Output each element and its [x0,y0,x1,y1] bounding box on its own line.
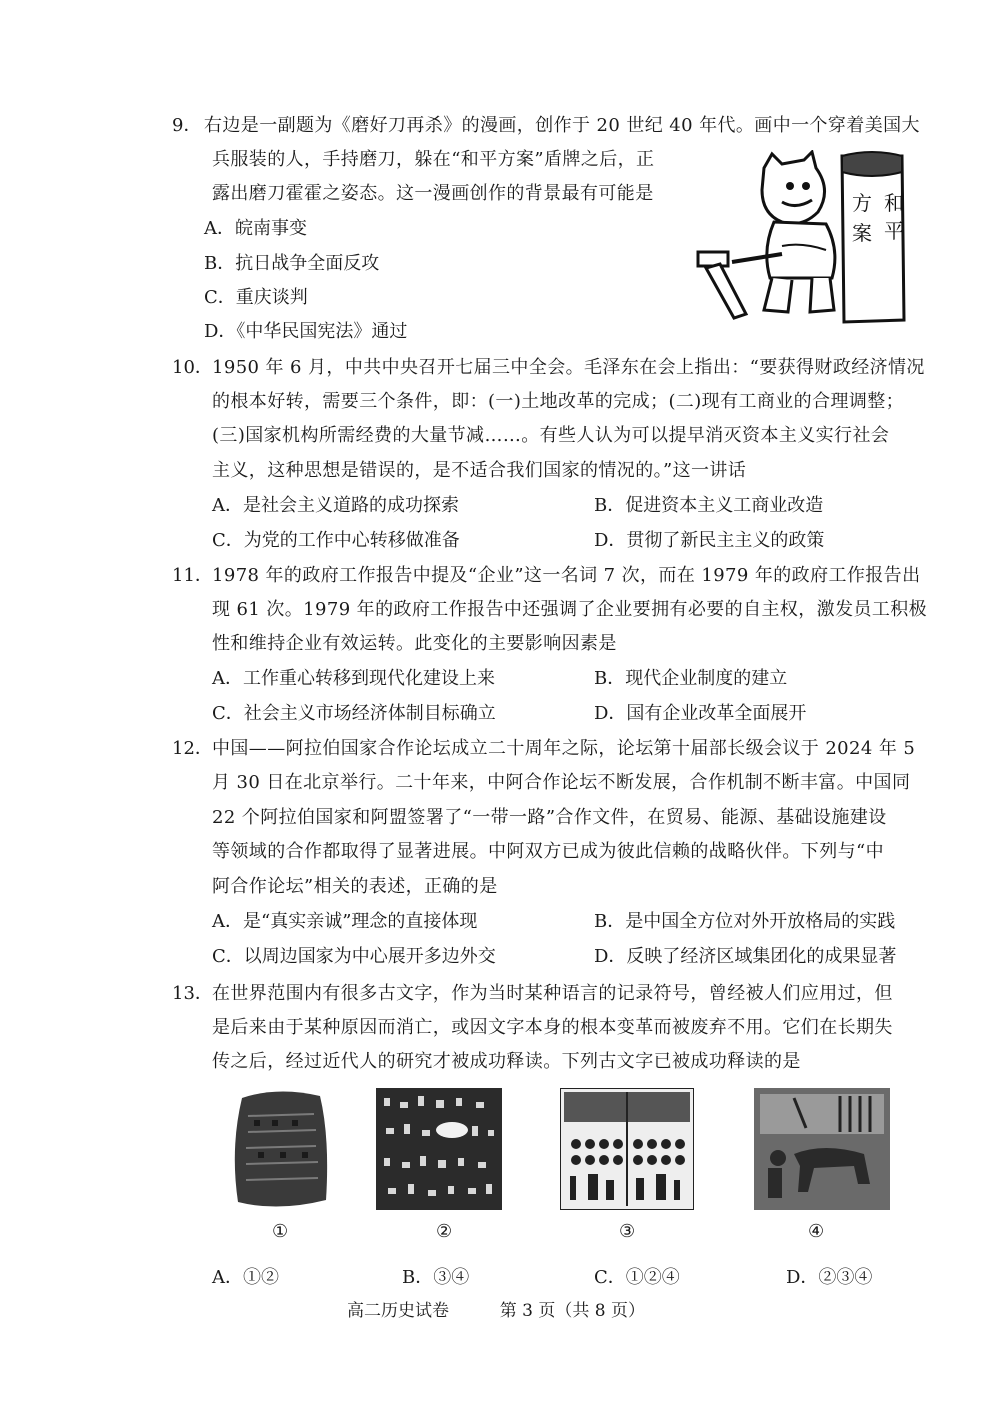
question-10-option-d: D．贯彻了新民主主义的政策 [594,530,825,551]
question-11-option-c: C．社会主义市场经济体制目标确立 [212,703,496,724]
question-9-option-c: C．重庆谈判 [204,287,308,308]
question-10-text-line-4: 主义，这种思想是错误的，是不适合我们国家的情况的。”这一讲话 [212,460,747,481]
question-9-text-line-3: 露出磨刀霍霍之姿态。这一漫画创作的背景最有可能是 [212,183,654,204]
question-10-text-line-3: (三)国家机构所需经费的大量节减……。有些人认为可以提早消灭资本主义实行社会 [212,425,890,446]
question-13-number: 13． [172,983,213,1004]
cartoon-sign-char-3: 方 [852,191,872,215]
question-13-option-a: A．①② [212,1267,279,1288]
question-10-text-line-2: 的根本好转，需要三个条件，即：(一)土地改革的完成；(二)现有工商业的合理调整； [212,391,905,412]
question-12-text-line-4: 等领域的合作都取得了显著进展。中阿双方已成为彼此信赖的战略伙伴。下列与“中 [212,841,884,862]
cartoon-sharpening-knife [692,150,914,328]
question-9-text-line-1: 右边是一副题为《磨好刀再杀》的漫画，创作于 20 世纪 40 年代。画中一个穿着美国大 [204,115,920,136]
cartoon-sign-char-4: 案 [852,221,872,245]
question-12-text-line-2: 月 30 日在北京举行。二十年来，中阿合作论坛不断发展，合作机制不断丰富。中国同 [212,772,911,793]
question-9-option-a: A．皖南事变 [204,218,307,239]
question-11-text-line-2: 现 61 次。1979 年的政府工作报告中还强调了企业要拥有必要的自主权，激发员工积极 [212,599,928,620]
question-12-text-line-5: 阿合作论坛”相关的表述，正确的是 [212,876,498,897]
question-9-option-d: D．《中华民国宪法》通过 [204,321,408,342]
ancient-script-image-1 [228,1088,332,1210]
question-10-option-b: B．促进资本主义工商业改造 [594,495,824,516]
question-13-option-b: B．③④ [402,1267,470,1288]
question-11-text-line-3: 性和维持企业有效运转。此变化的主要影响因素是 [212,633,617,654]
image-caption-2: ② [436,1221,453,1242]
question-11-option-d: D．国有企业改革全面展开 [594,703,807,724]
image-caption-4: ④ [808,1221,825,1242]
question-12-text-line-3: 22 个阿拉伯国家和阿盟签署了“一带一路”合作文件，在贸易、能源、基础设施建设 [212,807,887,828]
question-9-option-b: B．抗日战争全面反攻 [204,253,380,274]
question-13-option-c: C．①②④ [594,1267,680,1288]
question-10-option-c: C．为党的工作中心转移做准备 [212,530,460,551]
image-caption-3: ③ [619,1221,636,1242]
question-11-option-b: B．现代企业制度的建立 [594,668,788,689]
question-13-option-d: D．②③④ [786,1267,873,1288]
question-11-option-a: A．工作重心转移到现代化建设上来 [212,668,495,689]
ancient-script-image-4 [754,1088,890,1210]
question-10-number: 10． [172,357,213,378]
question-11-number: 11． [172,565,213,586]
question-12-option-d: D．反映了经济区域集团化的成果显著 [594,946,897,967]
question-11-text-line-1: 1978 年的政府工作报告中提及“企业”这一名词 7 次，而在 1979 年的政府工作报告出 [212,565,921,586]
question-10-text-line-1: 1950 年 6 月，中共中央召开七届三中全会。毛泽东在会上指出：“要获得财政经济情况 [212,357,925,378]
question-12-option-b: B．是中国全方位对外开放格局的实践 [594,911,896,932]
footer-page-number: 第 3 页（共 8 页） [499,1301,646,1321]
question-13-text-line-3: 传之后，经过近代人的研究才被成功释读。下列古文字已被成功释读的是 [212,1051,801,1072]
question-12-option-c: C．以周边国家为中心展开多边外交 [212,946,496,967]
question-9-number: 9． [172,115,202,136]
page-footer [0,1300,992,1322]
cartoon-sign-char-1: 和 [884,191,904,215]
image-caption-1: ① [272,1221,289,1242]
ancient-script-image-3 [560,1088,694,1210]
question-12-option-a: A．是“真实亲诚”理念的直接体现 [212,911,478,932]
ancient-script-image-2 [376,1088,502,1210]
question-9-text-line-2: 兵服装的人，手持磨刀，躲在“和平方案”盾牌之后，正 [212,149,655,170]
question-12-number: 12． [172,738,213,759]
question-13-text-line-1: 在世界范围内有很多古文字，作为当时某种语言的记录符号，曾经被人们应用过，但 [212,983,893,1004]
question-10-option-a: A．是社会主义道路的成功探索 [212,495,459,516]
cartoon-sign-char-2: 平 [884,219,904,243]
footer-subject: 高二历史试卷 [346,1301,449,1321]
question-13-text-line-2: 是后来由于某种原因而消亡，或因文字本身的根本变革而被废弃不用。它们在长期失 [212,1017,893,1038]
question-12-text-line-1: 中国——阿拉伯国家合作论坛成立二十周年之际，论坛第十届部长级会议于 2024 年 5 [212,738,916,759]
